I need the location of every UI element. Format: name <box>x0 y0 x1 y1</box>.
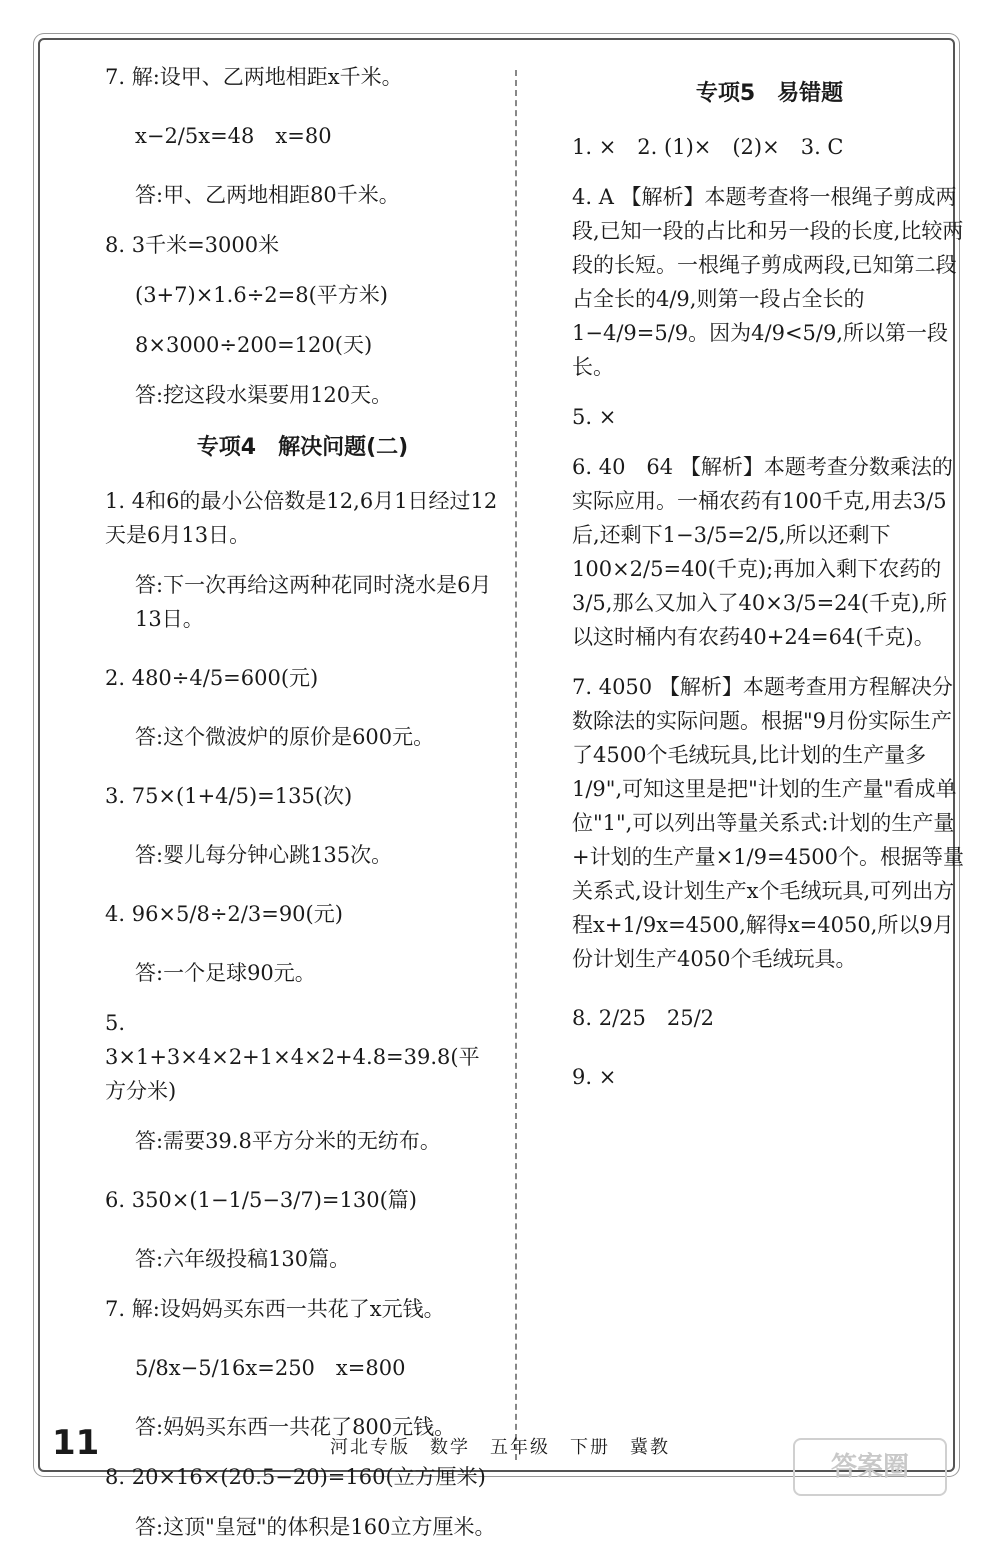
column-divider <box>515 70 517 1460</box>
section-heading: 专项5 易错题 <box>695 81 844 106</box>
book-info: 河北专版 数学 五年级 下册 冀教 <box>330 1437 670 1458</box>
page-number: 11 <box>52 1423 100 1463</box>
equation-line: 2. 480÷4/5=600(元) <box>105 666 319 690</box>
left-column <box>105 60 500 1560</box>
answer-line: 1. × 2. (1)× (2)× 3. C <box>572 135 844 159</box>
answer-line: 答:甲、乙两地相距80千米。 <box>135 183 400 207</box>
equation-line: 3. 75×(1+4/5)=135(次) <box>105 784 353 808</box>
section-heading: 专项4 解决问题(二) <box>196 435 409 460</box>
answer-line: 答:六年级投稿130篇。 <box>135 1247 351 1271</box>
watermark-logo: 答案圈 <box>793 1438 947 1496</box>
equation-line: (3+7)×1.6÷2=8(平方米) <box>135 283 388 307</box>
answer-line: 8. 2/25 25/2 <box>572 1006 715 1030</box>
answer-line: 9. × <box>572 1065 617 1089</box>
equation-line: x−2/5x=48 x=80 <box>135 124 332 148</box>
answer-line: 答:妈妈买东西一共花了800元钱。 <box>135 1415 456 1439</box>
answer-line: 7. 解:设甲、乙两地相距x千米。 <box>105 65 403 89</box>
answer-line: 答:这个微波炉的原价是600元。 <box>135 725 435 749</box>
answer-line: 7. 4050 【解析】本题考查用方程解决分数除法的实际问题。根据"9月份实际生产了4500个毛绒玩具,比计划的生产量多1/9",可知这里是把"计划的生产量"看成单位"1",可以列出等量关系式:计划的生产量+计划的生产量×1/9=4500个。根据等量关系式,设计划生产x个毛绒玩具,可列出方程x+1/9x=4500,解得x=4050,所以9月份计划生产4050个毛绒玩具。 <box>572 675 965 971</box>
answer-line: 答:需要39.8平方分米的无纺布。 <box>135 1129 441 1153</box>
equation-line: 5. 3×1+3×4×2+1×4×2+4.8=39.8(平方分米) <box>105 1011 480 1103</box>
right-column <box>572 60 967 1110</box>
answer-line: 答:一个足球90元。 <box>135 961 316 985</box>
answer-line: 答:这顶"皇冠"的体积是160立方厘米。 <box>135 1515 496 1539</box>
equation-line: 6. 350×(1−1/5−3/7)=130(篇) <box>105 1188 417 1212</box>
answer-line: 1. 4和6的最小公倍数是12,6月1日经过12天是6月13日。 <box>105 489 498 547</box>
equation-line: 4. 96×5/8÷2/3=90(元) <box>105 902 343 926</box>
answer-line: 答:婴儿每分钟心跳135次。 <box>135 843 393 867</box>
equation-line: 8×3000÷200=120(天) <box>135 333 373 357</box>
equation-line: 8. 20×16×(20.5−20)=160(立方厘米) <box>105 1465 486 1489</box>
answer-line: 6. 40 64 【解析】本题考查分数乘法的实际应用。一桶农药有100千克,用去3/5后,还剩下1−3/5=2/5,所以还剩下100×2/5=40(千克);再加入剩下农药的3/5,那么又加入了40×3/5=24(千克),所以这时桶内有农药40+24=64(千克)。 <box>572 455 953 649</box>
answer-line: 答:下一次再给这两种花同时浇水是6月13日。 <box>135 573 492 631</box>
answer-line: 答:挖这段水渠要用120天。 <box>135 383 393 407</box>
answer-line: 4. A 【解析】本题考查将一根绳子剪成两段,已知一段的占比和另一段的长度,比较两段的长短。一根绳子剪成两段,已知第二段占全长的4/9,则第一段占全长的1−4/9=5/9。因为4/9<5/9,所以第一段长。 <box>572 185 964 379</box>
answer-line: 5. × <box>572 405 617 429</box>
equation-line: 5/8x−5/16x=250 x=800 <box>135 1356 406 1380</box>
answer-line: 7. 解:设妈妈买东西一共花了x元钱。 <box>105 1297 445 1321</box>
answer-line: 8. 3千米=3000米 <box>105 233 280 257</box>
